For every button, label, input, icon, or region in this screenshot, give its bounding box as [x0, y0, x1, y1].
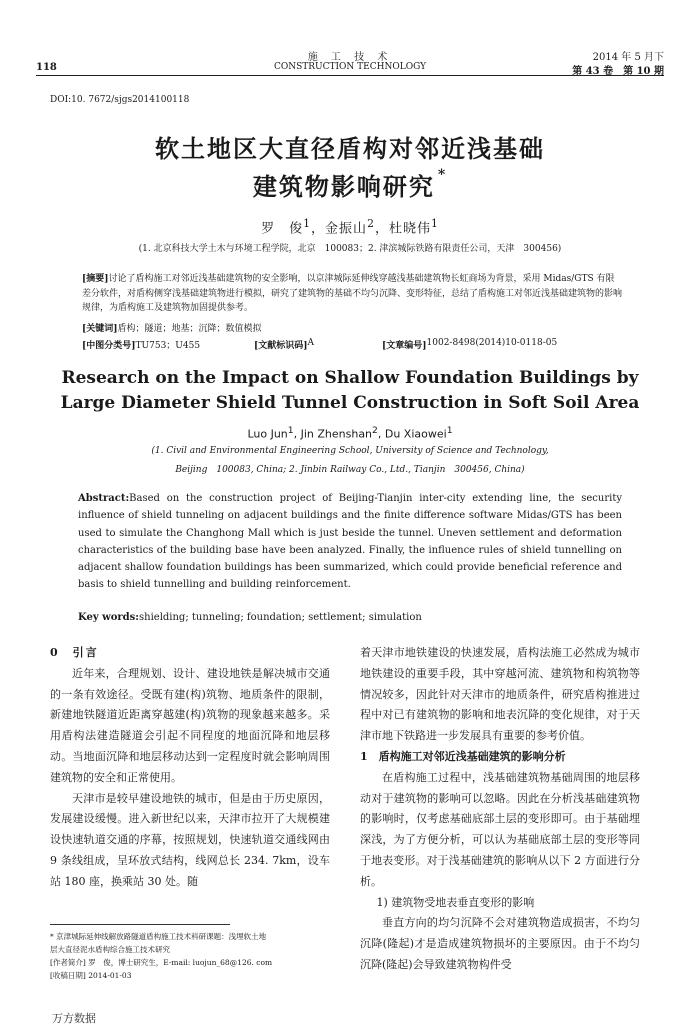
abstract-cn [82, 272, 622, 316]
clc-number: [中图分类号] TU753；U455 [82, 341, 201, 351]
right-paragraph-1: 着天津市地铁建设的快速发展，盾构法施工必然成为城市地铁建设的重要手段，其中穿越河流、建筑物和构筑物等情况较多，因此针对天津市的地质条件，研究盾构推进过程中对已有建筑物的影响和地表沉降的变化规律，对于天津市地下铁路进一步发展具有重要的参考价值。 [360, 646, 640, 743]
author-1-sup: 1 [303, 217, 312, 230]
volume-issue: 第 43 卷 第 10 期 [572, 66, 664, 77]
abstract-cn-text: 讨论了盾构施工对邻近浅基础建筑物的安全影响，以京津城际延伸线穿越浅基础建筑物长虹商场为背景，采用 Midas/GTS 有限差分软件，对盾构侧穿浅基础建筑物进行模拟，研究了建筑物的基础不均匀沉降、变形特征，总结了盾构施工对邻近浅基础建筑物的影响规律，为盾构施工及建筑物加固提供参考。 [82, 274, 623, 313]
authors-cn [0, 217, 700, 236]
section-0-heading: 0 引言 [50, 646, 99, 659]
title-cn-line1: 软土地区大直径盾构对邻近浅基础 [155, 134, 545, 163]
author-1-en: Luo Jun [247, 427, 288, 441]
header-rule [36, 75, 664, 76]
footnote [50, 930, 330, 982]
fund-mark: * [437, 167, 448, 183]
journal-name-en: CONSTRUCTION TECHNOLOGY [273, 62, 427, 72]
author-2-en: , Jin Zhenshan [293, 427, 373, 441]
right-paragraph-3: 垂直方向的均匀沉降不会对建筑物造成损害，不均匀沉降(隆起)才是造成建筑物损坏的主要原因。由于不均匀沉降(隆起)会导致建筑物构件受 [360, 916, 640, 971]
left-paragraph-2: 天津市是较早建设地铁的城市，但是由于历史原因，发展建设缓慢。进入新世纪以来，天津市拉开了大规模建设快速轨道交通的序幕，按照规划，快速轨道交通线网由 9 条线组成，呈环放式结构，线网总长 234. 7km，设车站 180 座，换乘站 30 处。随 [50, 791, 330, 888]
keywords-cn [82, 322, 622, 337]
abstract-en-text: Based on the construction project of Beijing-Tianjin inter-city extending line, the security influence of shield tunneling on adjacent buildings and the finite difference software Midas/GTS has been used to simulate the Changhong Mall which is just beside the tunnel. Uneven settlement and deformation characteristics of the building base have been analyzed. Finally, the influence rules of shield tunnelling on adjacent shallow foundation buildings has been summarized, which could provide beneficial reference and basis to shield tunnelling and building reinforcement. [78, 493, 622, 591]
footnote-rule [50, 924, 230, 925]
title-en-line2: Large Diameter Shield Tunnel Construction in Soft Soil Area [60, 393, 640, 413]
journal-name-cn: 施 工 技 术 [307, 52, 393, 63]
keywords-cn-text: 盾构；隧道；地基；沉降；数值模拟 [117, 324, 262, 334]
author-2-cn: ，金振山 [311, 221, 368, 237]
affiliation-en-line2: Beijing 100083, China; 2. Jinbin Railway Co., Ltd., Tianjin 300456, China) [175, 465, 525, 475]
author-1-cn: 罗 俊 [261, 221, 304, 237]
author-3-sup: 1 [430, 217, 439, 230]
author-3-cn: ，杜晓伟 [374, 221, 431, 237]
keywords-en [78, 612, 622, 623]
footnote-fund: * 京津城际延伸线解放路隧道盾构施工技术科研课题：浅埋软土地 [50, 932, 267, 941]
page-number: 118 [36, 62, 57, 73]
issue-date: 2014 年 5 月下 [592, 52, 664, 63]
article-number: [文章编号] 1002-8498(2014)10-0118-05 [382, 338, 558, 351]
abstract-cn-label: [摘要] [82, 274, 109, 284]
authors-en [0, 425, 700, 441]
author-3-en-sup: 1 [446, 425, 453, 436]
abstract-en [78, 490, 622, 594]
affiliation-en-line1: (1. Civil and Environmental Engineering School, University of Science and Technology, [151, 446, 549, 456]
author-2-en-sup: 2 [372, 425, 378, 436]
body-left-column [50, 643, 330, 893]
section-1-heading: 1 盾构施工对邻近浅基础建筑的影响分析 [360, 749, 566, 763]
title-cn-line2-text: 建筑物影响研究 [252, 172, 435, 201]
affiliation-cn: (1. 北京科技大学土木与环境工程学院，北京 100083；2. 津滨城际铁路有限责任公司，天津 300456) [138, 244, 562, 254]
footnote-fund-cont: 层大直径泥水盾构综合施工技术研究 [50, 945, 170, 954]
body-right-column [360, 643, 640, 976]
author-3-en: , Du Xiaowei [377, 427, 447, 441]
author-1-en-sup: 1 [287, 425, 294, 436]
footnote-author: [作者简介] 罗 俊，博士研究生，E-mail: luojun_68@126. com [50, 958, 273, 967]
watermark: 万方数据 [52, 1012, 96, 1025]
footnote-received: [收稿日期] 2014-01-03 [50, 971, 132, 980]
abstract-en-label: Abstract: [78, 493, 130, 504]
running-header [36, 46, 664, 76]
doi: DOI:10. 7672/sjgs2014100118 [50, 95, 190, 105]
title-cn-line2 [0, 167, 700, 202]
keywords-en-label: Key words: [78, 612, 139, 623]
document-code: [文献标识码] A [254, 338, 315, 351]
keywords-cn-label: [关键词] [82, 324, 118, 334]
author-2-sup: 2 [367, 217, 375, 230]
subsection-1-heading: 1) 建筑物受地表垂直变形的影响 [376, 895, 535, 909]
right-paragraph-2: 在盾构施工过程中，浅基础建筑物基础周围的地层移动对于建筑物的影响可以忽略。因此在分析浅基础建筑物的影响时，仅考虑基础底部土层的变形即可。由于基础埋深浅，为了方便分析，可以认为基础底部土层的变形等同于地表变形。对于浅基础建筑的影响从以下 2 方面进行分析。 [360, 770, 640, 888]
title-en-line1: Research on the Impact on Shallow Foundation Buildings by [61, 368, 639, 388]
keywords-en-text: shielding; tunneling; foundation; settlement; simulation [139, 612, 422, 623]
left-paragraph-1: 近年来，合理规划、设计、建设地铁是解决城市交通的一条有效途径。受既有建(构)筑物、地质条件的限制，新建地铁隧道近距离穿越建(构)筑物的现象越来越多。采用盾构法建造隧道会引起不同程度的地面沉降和地层移动。当地面沉降和地层移动达到一定程度时就会影响周围建筑物的安全和正常使用。 [50, 666, 330, 784]
